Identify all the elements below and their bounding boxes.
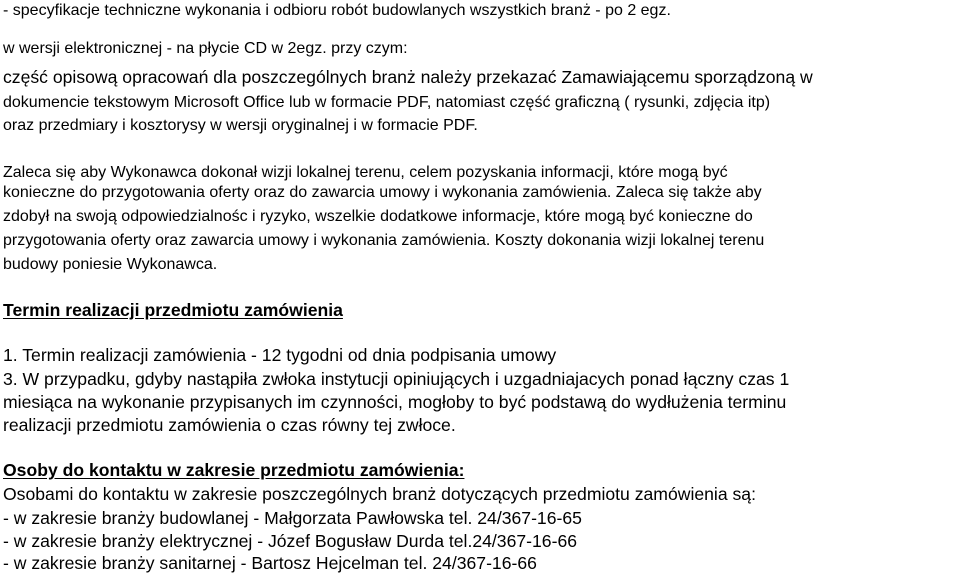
spec-line-3: część opisową opracowań dla poszczególnych branż należy przekazać Zamawiającemu sporządzoną w — [3, 67, 813, 87]
visit-line-4: przygotowania oferty oraz zawarcia umowy i wykonania zamówienia. Koszty dokonania wizji lokalnej terenu — [3, 232, 765, 249]
contacts-heading: Osoby do kontaktu w zakresie przedmiotu zamówienia: — [3, 460, 465, 480]
visit-line-3: zdobył na swoją odpowiedzialnośc i ryzyko, wszelkie dodatkowe informacje, które mogą być konieczne do — [3, 208, 753, 225]
deadline-item-3-line-1: 3. W przypadku, gdyby nastąpiła zwłoka instytucji opiniujących i uzgadniajacych ponad łączny czas 1 — [3, 369, 790, 389]
contacts-intro: Osobami do kontaktu w zakresie poszczególnych branż dotyczących przedmiotu zamówienia są: — [3, 484, 756, 504]
visit-line-2: konieczne do przygotowania oferty oraz do zawarcia umowy i wykonania zamówienia. Zaleca się także aby — [3, 184, 762, 201]
spec-line-4: dokumencie tekstowym Microsoft Office lub w formacie PDF, natomiast część graficzną ( rysunki, zdjęcia itp) — [3, 94, 771, 111]
visit-line-5: budowy poniesie Wykonawca. — [3, 256, 218, 273]
deadline-item-3-line-3: realizacji przedmiotu zamówienia o czas równy tej zwłoce. — [3, 415, 456, 435]
spec-line-5: oraz przedmiary i kosztorysy w wersji oryginalnej i w formacie PDF. — [3, 117, 478, 134]
contact-person-1: - w zakresie branży budowlanej - Małgorzata Pawłowska tel. 24/367-16-65 — [3, 508, 582, 528]
spec-line-2: w wersji elektronicznej - na płycie CD w 2egz. przy czym: — [3, 40, 408, 57]
deadline-heading: Termin realizacji przedmiotu zamówienia — [3, 300, 343, 320]
deadline-item-1: 1. Termin realizacji zamówienia - 12 tygodni od dnia podpisania umowy — [3, 345, 557, 365]
visit-line-1: Zaleca się aby Wykonawca dokonał wizji lokalnej terenu, celem pozyskania informacji, które mogą być — [3, 164, 728, 181]
deadline-item-3-line-2: miesiąca na wykonanie przypisanych im czynności, mogłoby to być podstawą do wydłużenia terminu — [3, 392, 787, 412]
contact-person-3: - w zakresie branży sanitarnej - Bartosz Hejcelman tel. 24/367-16-66 — [3, 553, 537, 573]
spec-line-1: - specyfikacje techniczne wykonania i odbioru robót budowlanych wszystkich branż - po 2 egz. — [3, 2, 671, 19]
contact-person-2: - w zakresie branży elektrycznej - Józef Bogusław Durda tel.24/367-16-66 — [3, 531, 578, 551]
